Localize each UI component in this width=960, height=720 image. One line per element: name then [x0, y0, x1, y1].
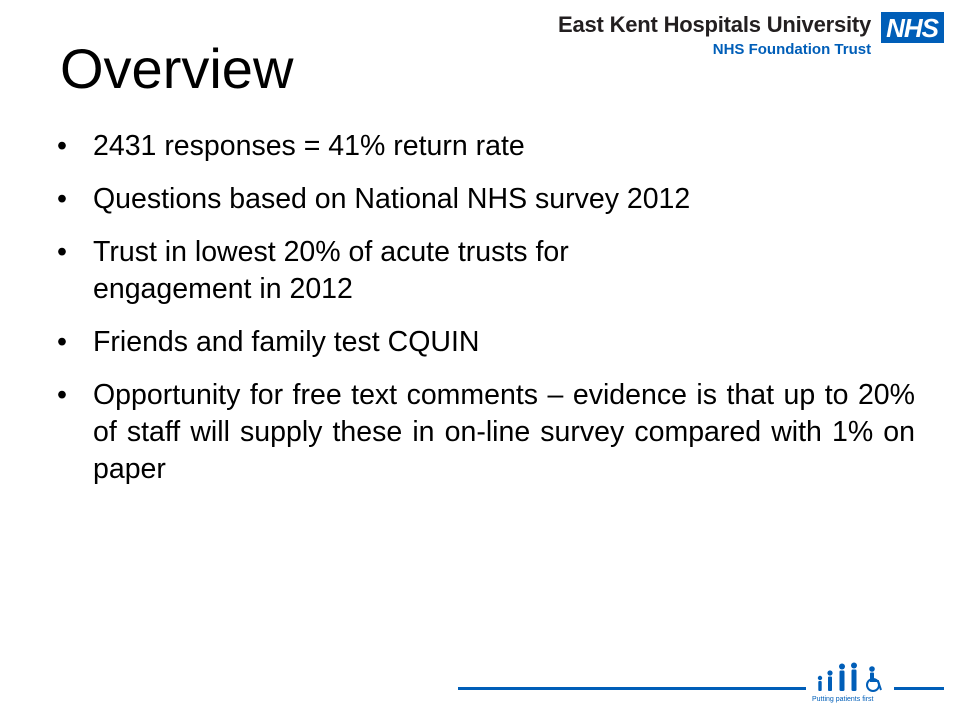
- bullet-item: [55, 377, 915, 488]
- bullet-marker: •: [57, 236, 67, 268]
- emblem-caption: Putting patients first: [812, 696, 874, 703]
- bullet-item: [55, 128, 915, 165]
- bullet-text: Opportunity for free text comments – evidence is that up to 20% of staff will supply these in on-line survey compared with 1% on paper: [93, 379, 915, 485]
- nhs-logo: NHS: [881, 12, 944, 43]
- bullet-item: [55, 324, 915, 361]
- trust-logo: [558, 12, 944, 60]
- org-subtitle: NHS Foundation Trust: [712, 41, 872, 58]
- bullet-marker: •: [57, 130, 67, 162]
- footer-rule-right: [894, 687, 944, 690]
- bullet-item: [55, 181, 915, 218]
- bullet-text: Trust in lowest 20% of acute trusts for engagement in 2012: [93, 236, 569, 305]
- bullet-marker: •: [57, 379, 67, 411]
- bullet-list: [55, 128, 915, 504]
- slide-title: Overview: [60, 37, 294, 100]
- bullet-text: Questions based on National NHS survey 2012: [93, 183, 691, 215]
- bullet-marker: •: [57, 183, 67, 215]
- bullet-text: 2431 responses = 41% return rate: [93, 130, 525, 162]
- org-name: East Kent Hospitals University: [557, 12, 872, 37]
- bullet-text: Friends and family test CQUIN: [93, 326, 480, 358]
- footer-rule-left: [458, 687, 806, 690]
- bullet-item: [55, 234, 915, 308]
- org-text: [558, 12, 871, 60]
- bullet-marker: •: [57, 326, 67, 358]
